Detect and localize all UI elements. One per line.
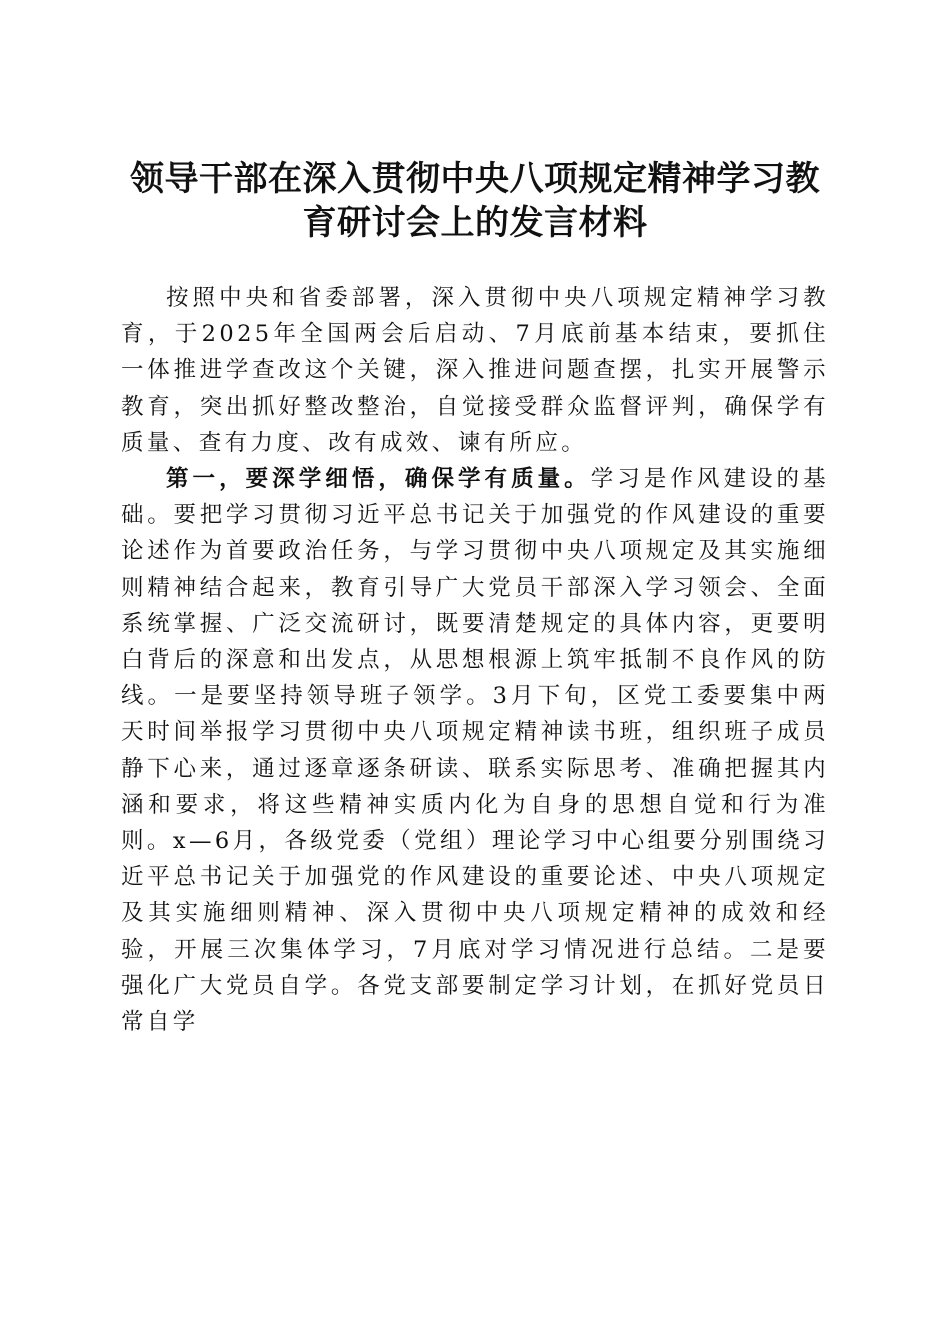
title-line-1: 领导干部在深入贯彻中央八项规定精神学习教 (130, 158, 820, 199)
paragraph-first-point (121, 461, 829, 1040)
title-line-2: 育研讨会上的发言材料 (302, 202, 648, 243)
document-body (121, 280, 829, 1040)
paragraph-first-point-lead: 第一，要深学细悟，确保学有质量。 (166, 466, 591, 493)
paragraph-intro-text: 按照中央和省委部署，深入贯彻中央八项规定精神学习教育，于2025年全国两会后启动、7月底前基本结束，要抓住一体推进学查改这个关键，深入推进问题查摆，扎实开展警示教育，突出抓好整改整治，自觉接受群众监督评判，确保学有质量、查有力度、改有成效、谏有所应。 (121, 285, 829, 456)
document-title (100, 157, 850, 245)
paragraph-first-point-text: 学习是作风建设的基础。要把学习贯彻习近平总书记关于加强党的作风建设的重要论述作为首要政治任务，与学习贯彻中央八项规定及其实施细则精神结合起来，教育引导广大党员干部深入学习领会、全面系统掌握、广泛交流研讨，既要清楚规定的具体内容，更要明白背后的深意和出发点，从思想根源上筑牢抵制不良作风的防线。一是要坚持领导班子领学。3月下旬，区党工委要集中两天时间举报学习贯彻中央八项规定精神读书班，组织班子成员静下心来，通过逐章逐条研读、联系实际思考、准确把握其内涵和要求，将这些精神实质内化为自身的思想自觉和行为准则。x—6月，各级党委（党组）理论学习中心组要分别围绕习近平总书记关于加强党的作风建设的重要论述、中央八项规定及其实施细则精神、深入贯彻中央八项规定精神的成效和经验，开展三次集体学习，7月底对学习情况进行总结。二是要强化广大党员自学。各党支部要制定学习计划，在抓好党员日常自学 (121, 466, 829, 1036)
paragraph-intro (121, 280, 829, 461)
